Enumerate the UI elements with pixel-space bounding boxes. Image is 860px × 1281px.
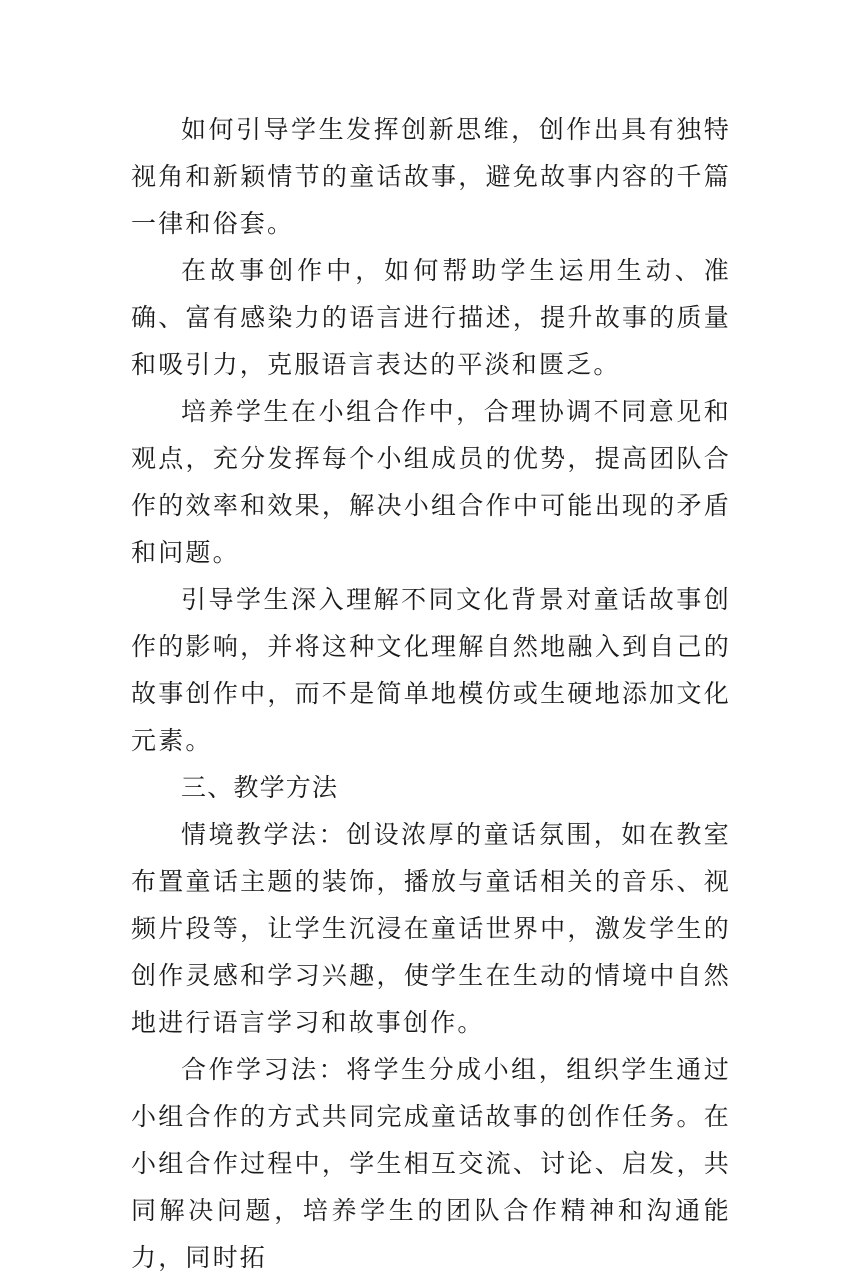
paragraph-language-expression: 在故事创作中，如何帮助学生运用生动、准确、富有感染力的语言进行描述，提升故事的质量和吸引力，克服语言表达的平淡和匮乏。 xyxy=(131,256,731,379)
document-body xyxy=(131,106,731,1281)
paragraph-creative-thinking: 如何引导学生发挥创新思维，创作出具有独特视角和新颖情节的童话故事，避免故事内容的千篇一律和俗套。 xyxy=(131,115,731,238)
paragraph-cultural-background: 引导学生深入理解不同文化背景对童话故事创作的影响，并将这种文化理解自然地融入到自己的故事创作中，而不是简单地模仿或生硬地添加文化元素。 xyxy=(131,585,731,755)
section-heading-teaching-methods: 三、教学方法 xyxy=(181,773,339,802)
paragraph-situational-teaching: 情境教学法：创设浓厚的童话氛围，如在教室布置童话主题的装饰，播放与童话相关的音乐、视频片段等，让学生沉浸在童话世界中，激发学生的创作灵感和学习兴趣，使学生在生动的情境中自然地进行语言学习和故事创作。 xyxy=(131,820,731,1037)
paragraph-group-cooperation: 培养学生在小组合作中，合理协调不同意见和观点，充分发挥每个小组成员的优势，提高团队合作的效率和效果，解决小组合作中可能出现的矛盾和问题。 xyxy=(131,397,731,567)
paragraph-cooperative-learning: 合作学习法：将学生分成小组，组织学生通过小组合作的方式共同完成童话故事的创作任务。在小组合作过程中，学生相互交流、讨论、启发，共同解决问题，培养学生的团队合作精神和沟通能力，同时拓 xyxy=(131,1055,731,1272)
